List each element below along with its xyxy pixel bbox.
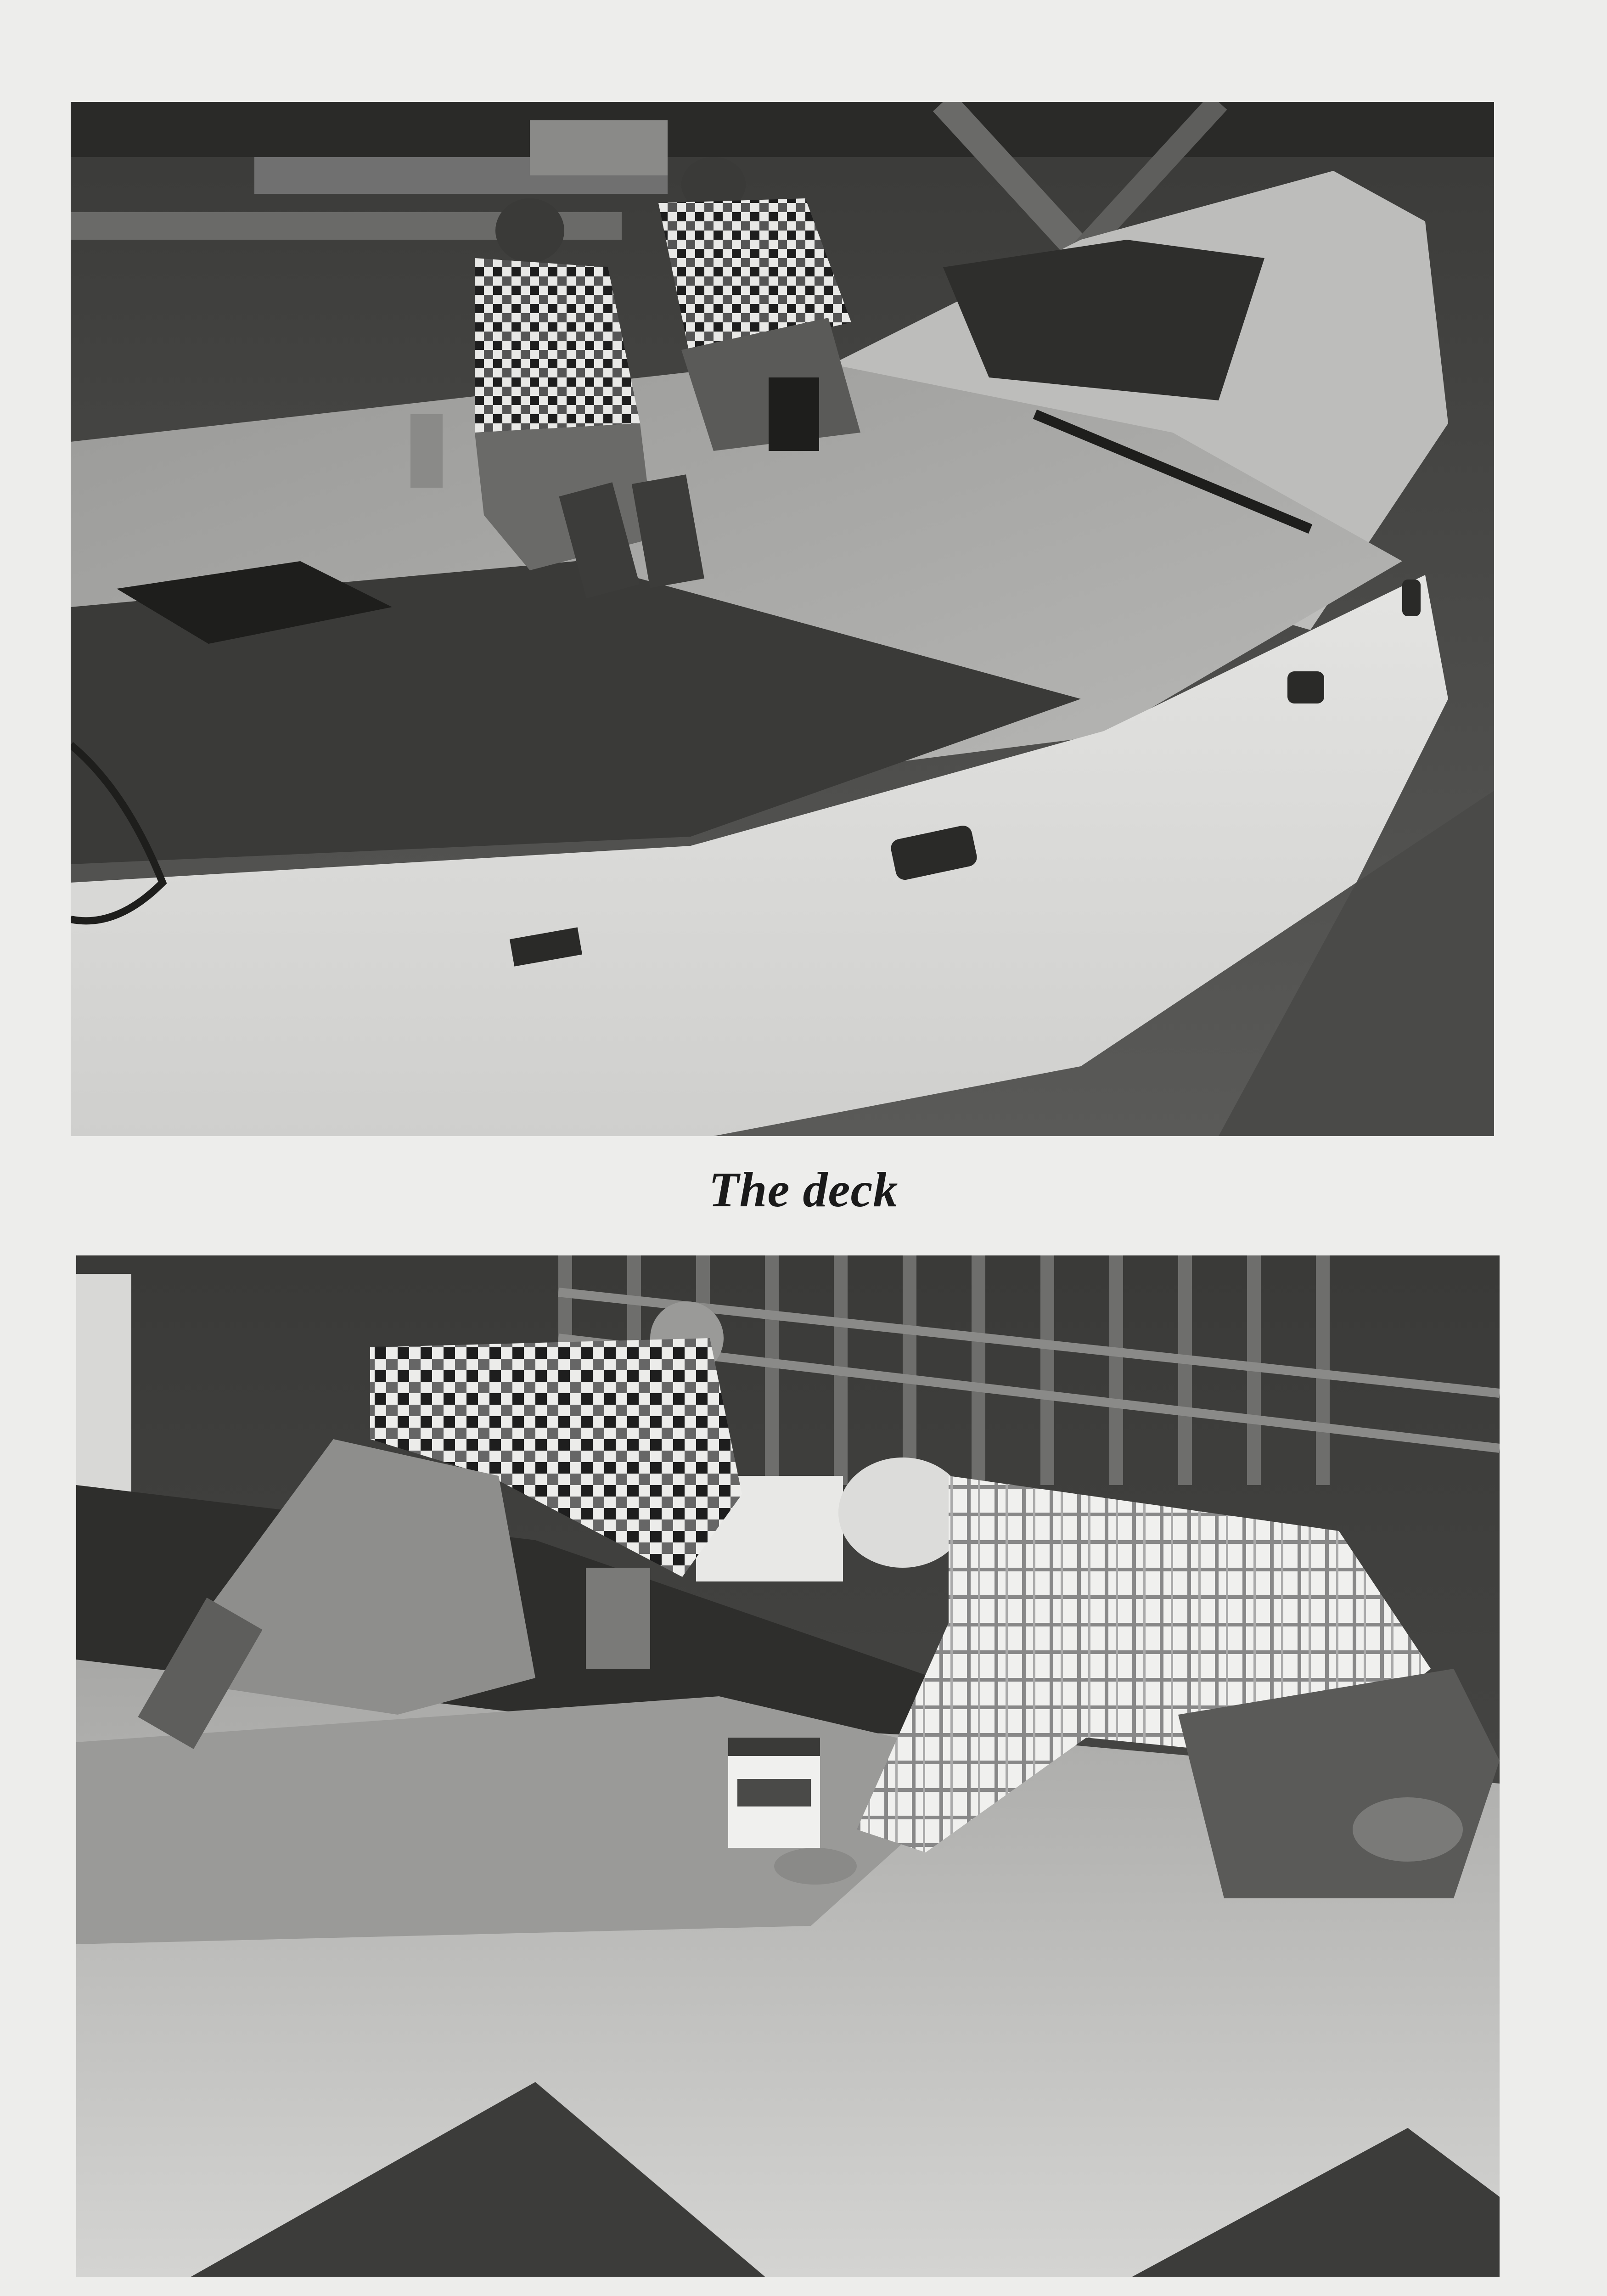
deck-photo-bottom [76, 1255, 1500, 2277]
deck-photo-bottom-image [76, 1255, 1500, 2277]
deck-photo-top [71, 102, 1494, 1136]
photo-caption: The deck [708, 1163, 899, 1217]
deck-photo-top-image [71, 102, 1494, 1136]
